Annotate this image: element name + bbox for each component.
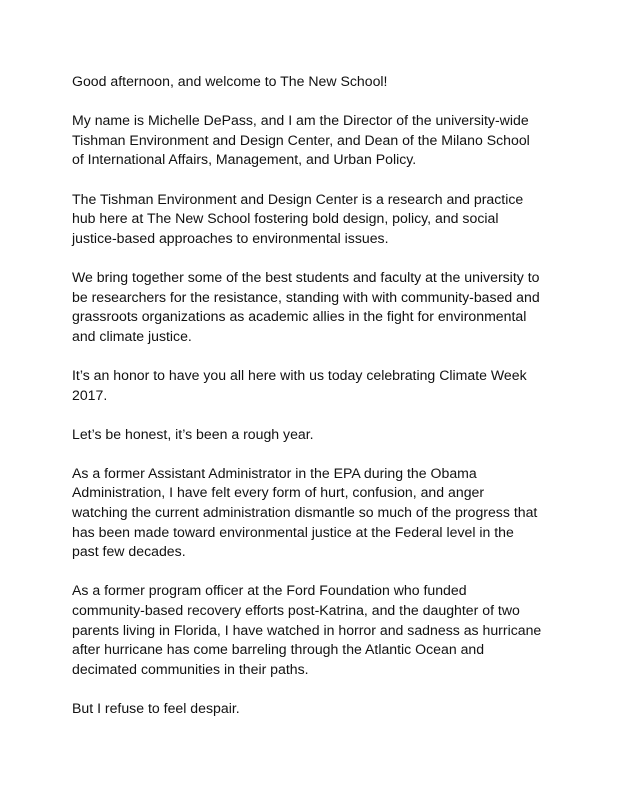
paragraph-rough-year	[72, 425, 552, 445]
text-line: But I refuse to feel despair.	[72, 700, 240, 716]
paragraph-introduction	[72, 111, 552, 170]
text-line: The Tishman Environment and Design Center is a research and practice	[72, 190, 524, 207]
text-line: grassroots organizations as academic allies in the fight for environmental	[72, 308, 527, 325]
text-line: It’s an honor to have you all here with us today celebrating Climate Week	[72, 366, 527, 383]
text-line: after hurricane has come barreling through the Atlantic Ocean and	[72, 641, 485, 658]
paragraph-climate-week	[72, 366, 552, 405]
text-line: of International Affairs, Management, and Urban Policy.	[72, 151, 417, 168]
text-line: We bring together some of the best students and faculty at the university to	[72, 268, 540, 285]
text-line: watching the current administration dismantle so much of the progress that	[72, 504, 538, 521]
text-line: hub here at The New School fostering bold design, policy, and social	[72, 210, 499, 227]
paragraph-refuse-despair	[72, 699, 552, 719]
text-line: Tishman Environment and Design Center, and Dean of the Milano School	[72, 131, 530, 148]
text-line: Good afternoon, and welcome to The New School!	[72, 73, 388, 89]
text-line: As a former program officer at the Ford Foundation who funded	[72, 582, 467, 599]
text-line: has been made toward environmental justice at the Federal level in the	[72, 523, 514, 540]
text-line: Let’s be honest, it’s been a rough year.	[72, 425, 314, 442]
text-line: decimated communities in their paths.	[72, 660, 309, 677]
text-line: past few decades.	[72, 543, 186, 560]
paragraph-greeting	[72, 72, 552, 92]
paragraph-epa	[72, 464, 552, 562]
text-line: community-based recovery efforts post-Katrina, and the daughter of two	[72, 602, 520, 619]
text-line: Administration, I have felt every form of hurt, confusion, and anger	[72, 484, 485, 501]
text-line: As a former Assistant Administrator in the EPA during the Obama	[72, 464, 477, 481]
paragraph-ford-foundation	[72, 581, 552, 679]
text-line: justice-based approaches to environmental issues.	[72, 229, 389, 246]
text-line: 2017.	[72, 386, 108, 403]
paragraph-center-description	[72, 190, 552, 249]
document-body	[72, 72, 552, 738]
text-line: My name is Michelle DePass, and I am the Director of the university-wide	[72, 112, 529, 129]
text-line: and climate justice.	[72, 327, 192, 344]
text-line: parents living in Florida, I have watched in horror and sadness as hurricane	[72, 621, 542, 638]
paragraph-mission	[72, 268, 552, 346]
text-line: be researchers for the resistance, standing with with community-based and	[72, 288, 540, 305]
